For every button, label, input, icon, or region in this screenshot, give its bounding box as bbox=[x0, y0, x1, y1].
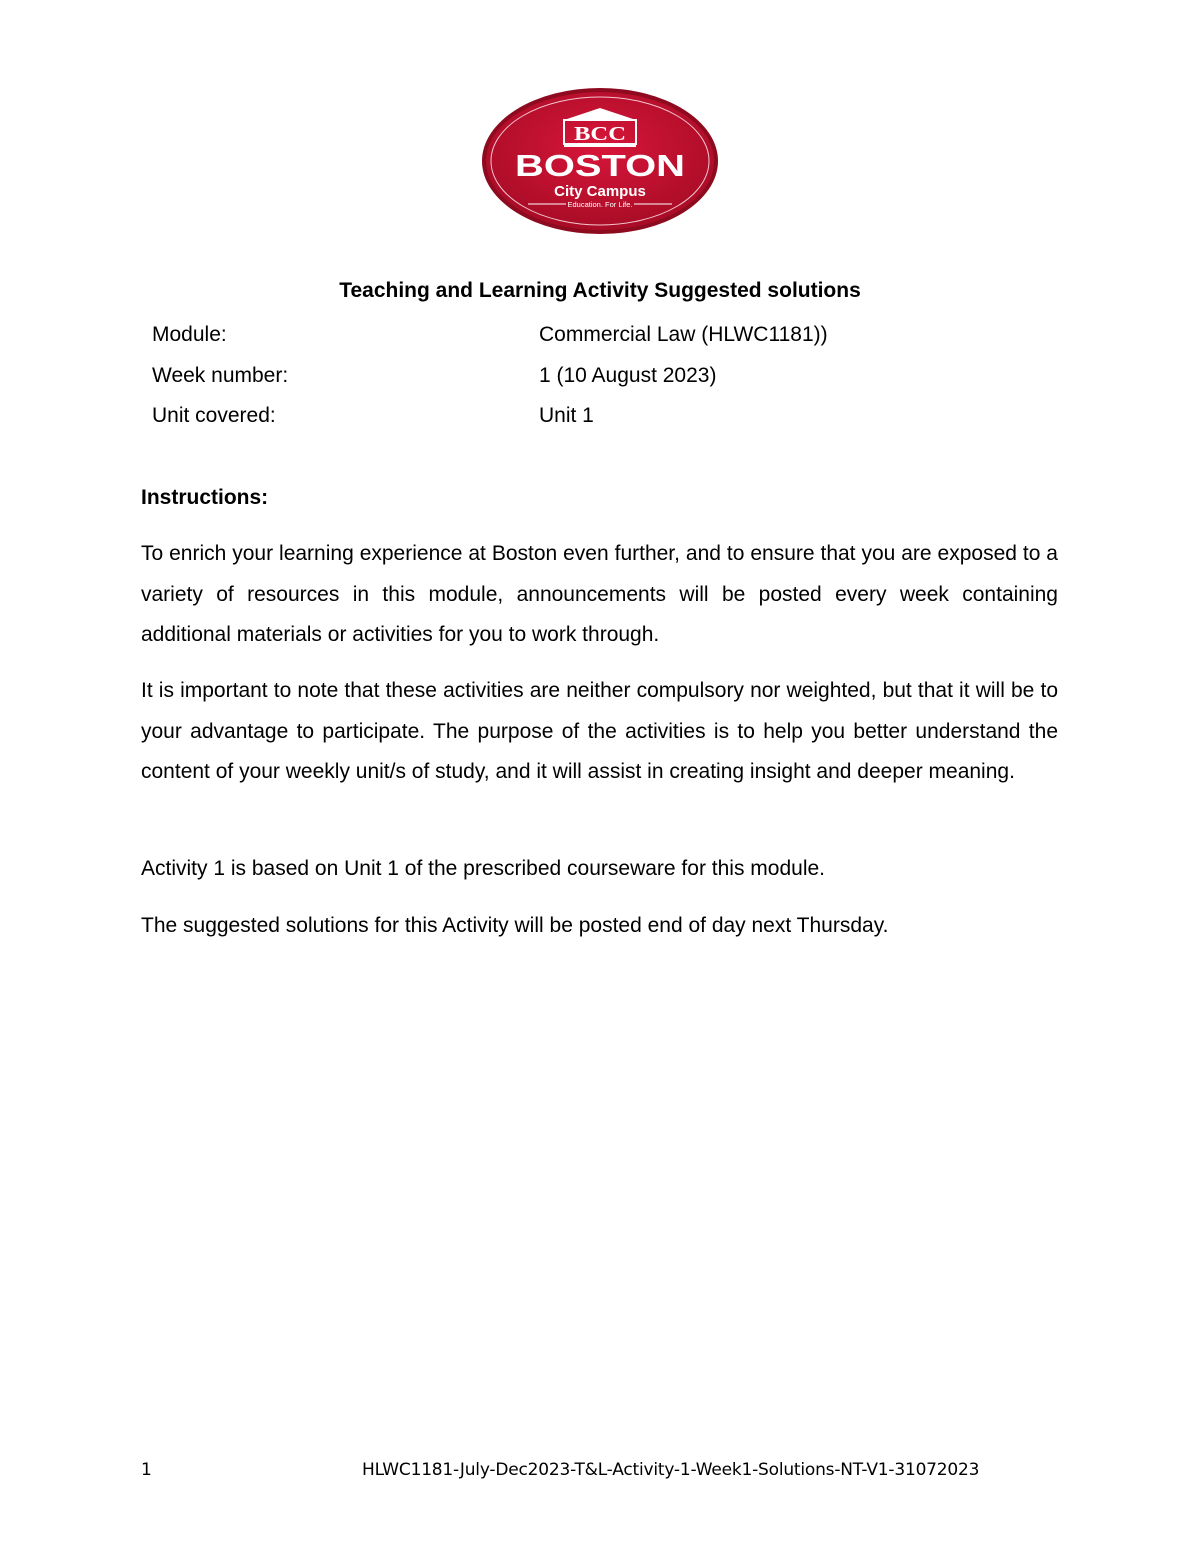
boston-city-campus-logo bbox=[480, 86, 720, 236]
logo-name: BOSTON bbox=[515, 148, 685, 183]
unit-covered-label: Unit covered: bbox=[152, 404, 276, 427]
module-info-table bbox=[152, 323, 1052, 445]
paragraph-important-note: It is important to note that these activities are neither compulsory nor weighted, but that it will be to your advantage to participate. The purpose of the activities is to help you better understand the content of your weekly unit/s of study, and it will assist in creating insight and deeper meaning. bbox=[141, 679, 1058, 783]
instructions-heading: Instructions: bbox=[141, 486, 269, 509]
paragraph-activity-basis: Activity 1 is based on Unit 1 of the prescribed courseware for this module. bbox=[141, 857, 825, 880]
logo-subtitle: City Campus bbox=[554, 183, 646, 200]
week-number-label: Week number: bbox=[152, 363, 289, 387]
module-value: Commercial Law (HLWC1181)) bbox=[539, 323, 828, 346]
paragraph-solutions-posting: The suggested solutions for this Activity will be posted end of day next Thursday. bbox=[141, 914, 889, 937]
unit-covered-row bbox=[152, 404, 1052, 445]
week-number-row bbox=[152, 364, 1052, 405]
week-number-value: 1 (10 August 2023) bbox=[539, 363, 717, 387]
logo-monogram: BCC bbox=[574, 123, 626, 145]
footer-document-code: HLWC1181-July-Dec2023-T&L-Activity-1-Week1-Solutions-NT-V1-31072023 bbox=[362, 1460, 980, 1480]
logo-tagline: Education. For Life. bbox=[567, 200, 633, 209]
footer-page-number: 1 bbox=[141, 1460, 152, 1480]
module-label: Module: bbox=[152, 323, 227, 346]
unit-covered-value: Unit 1 bbox=[539, 404, 594, 427]
document-title: Teaching and Learning Activity Suggested solutions bbox=[339, 279, 861, 302]
paragraph-enrich-learning: To enrich your learning experience at Boston even further, and to ensure that you are exposed to a variety of resources in this module, announcements will be posted every week containing additional materials or activities for you to work through. bbox=[141, 542, 1058, 646]
module-row bbox=[152, 323, 1052, 364]
